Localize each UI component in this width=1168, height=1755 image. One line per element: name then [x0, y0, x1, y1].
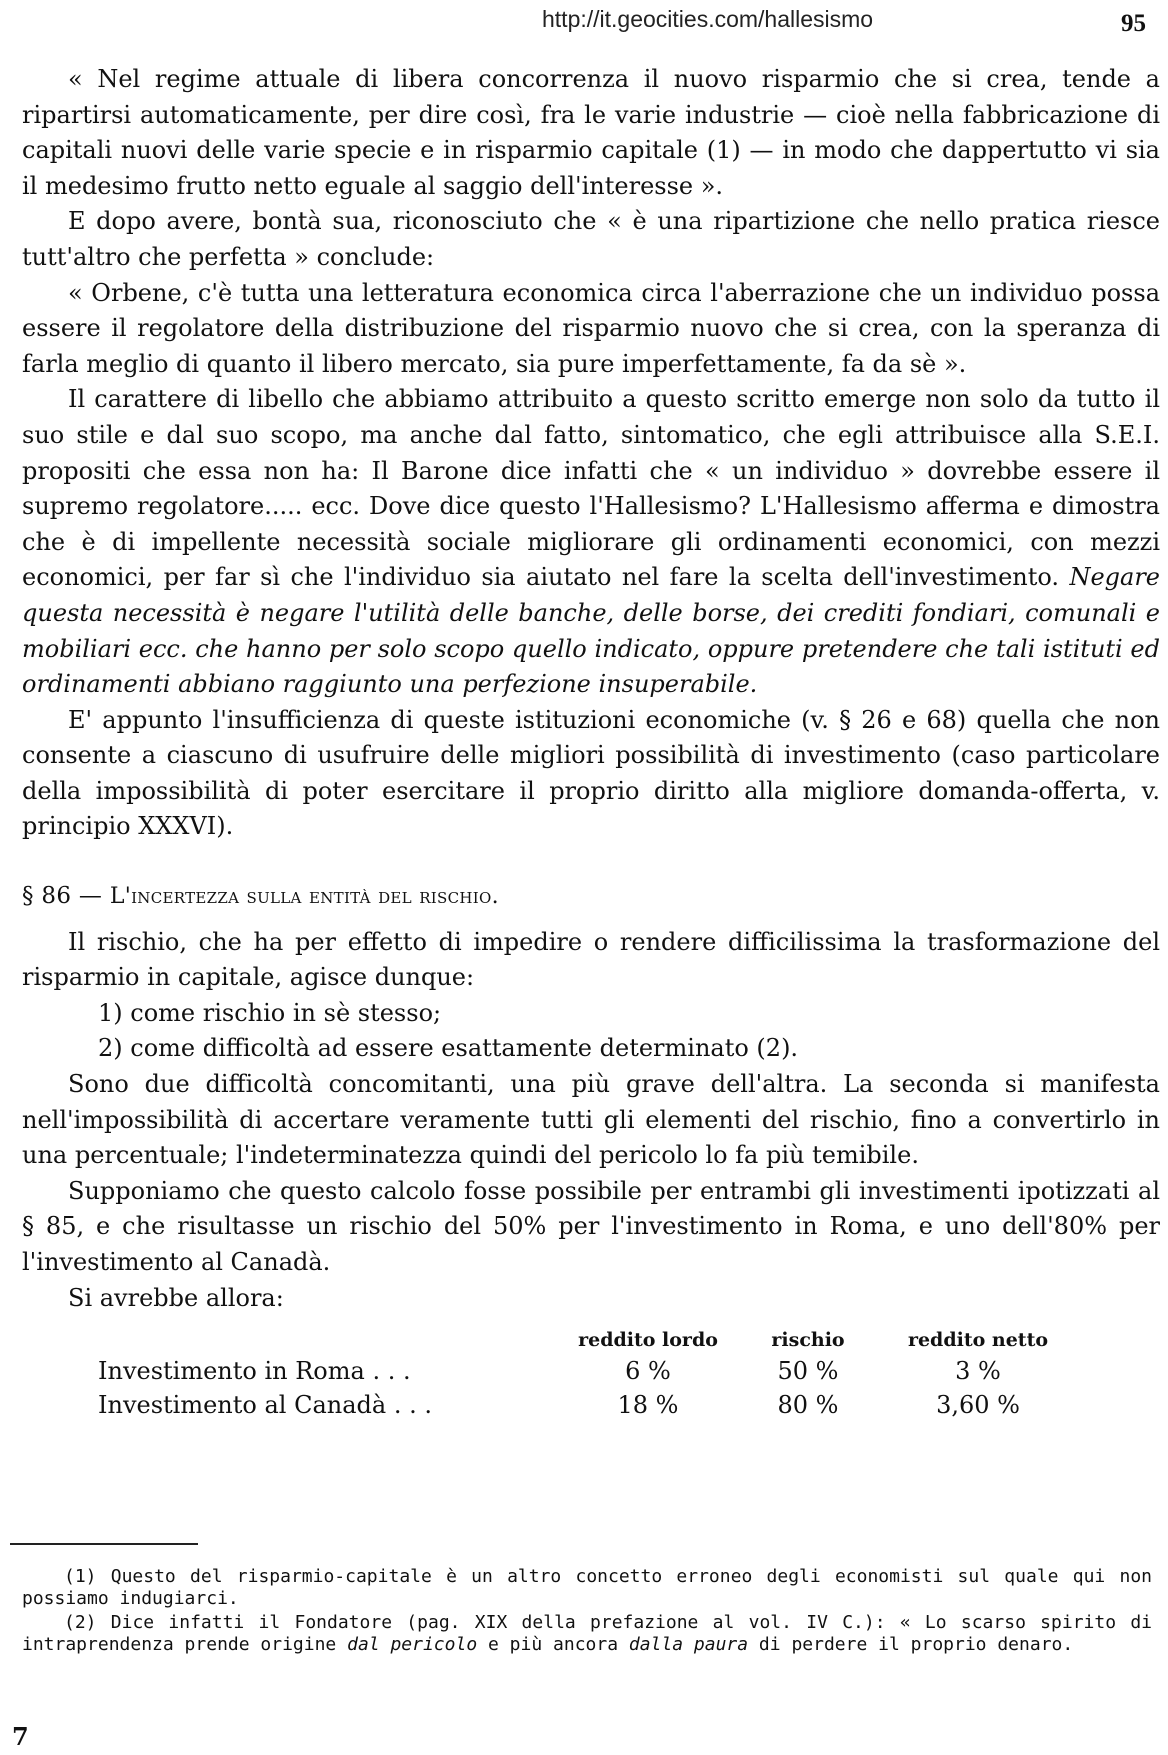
- paragraph-5: E' appunto l'insufficienza di queste istituzioni economiche (v. § 26 e 68) quella che non consente a ciascuno di usufruire delle migliori possibilità di investimento (caso particolare della impossibilità di poter esercitare il proprio diritto alla migliore domanda-offerta, v. principio XXXVI).: [22, 705, 1160, 841]
- table-cell: 50 %: [777, 1357, 839, 1386]
- page-body: [22, 62, 1160, 1422]
- page-number: 95: [1121, 10, 1146, 37]
- numbered-list: [22, 996, 1160, 1067]
- footnote-1: (1) Questo del risparmio-capitale è un altro concetto erroneo degli economisti sul quale qui non possiamo indugiarci.: [22, 1566, 1152, 1609]
- section-heading: [22, 879, 1160, 915]
- paragraph-4: [22, 382, 1160, 702]
- paragraph-6: Il rischio, che ha per effetto di impedire o rendere difficilissima la trasformazione del risparmio in capitale, agisce dunque:: [22, 927, 1160, 992]
- footnote-2-text: e più ancora: [477, 1634, 629, 1655]
- paragraph-9: Si avrebbe allora:: [68, 1283, 284, 1312]
- table-header-cell: reddito lordo: [578, 1329, 718, 1352]
- footnote-2: [22, 1612, 1152, 1656]
- paragraph-4-text: Il carattere di libello che abbiamo attribuito a questo scritto emerge non solo da tutto il suo stile e dal suo scopo, ma anche dal fatto, sintomatico, che egli attribuisce alla S.E.I. propositi che essa non ha: Il Barone dice infatti che « un individuo » dovrebbe essere il supremo regolatore..... ecc. Dove dice questo l'Hallesismo? L'Hallesismo afferma e dimostra che è di impellente necessità sociale migliorare gli ordinamenti economici, con mezzi economici, per far sì che l'individuo sia aiutato nel fare la scelta dell'investimento.: [22, 385, 1160, 592]
- footnote-2-italic: dalla paura: [628, 1634, 749, 1655]
- paragraph-2: E dopo avere, bontà sua, riconosciuto che « è una ripartizione che nello pratica riesce tutt'altro che perfetta » conclude:: [22, 207, 1160, 271]
- signature-mark: 7: [12, 1722, 29, 1751]
- table-cell: 18 %: [617, 1391, 679, 1420]
- table-header-cell: reddito netto: [907, 1329, 1049, 1352]
- footnotes: [22, 1566, 1152, 1658]
- table-cell: Investimento al Canadà . . .: [98, 1391, 432, 1420]
- section-title: L'incertezza sulla entità del rischio.: [109, 884, 499, 910]
- table-row: [98, 1388, 1160, 1422]
- footnote-2-text: (2) Dice infatti il Fondatore (pag. XIX della prefazione al vol. IV C.): « Lo scarso spirito di intraprendenza prende origine: [22, 1612, 1152, 1655]
- table-header-row: [98, 1326, 1160, 1354]
- paragraph-7: Sono due difficoltà concomitanti, una più grave dell'altra. La seconda si manifesta nell'impossibilità di accertare veramente tutti gli elementi del rischio, fino a convertirlo in una percentuale; l'indeterminatezza quindi del pericolo lo fa più temibile.: [22, 1070, 1160, 1170]
- footnote-divider: [10, 1543, 198, 1545]
- table-cell: 6 %: [625, 1357, 671, 1386]
- investment-table: [98, 1326, 1160, 1422]
- paragraph-quote-2: « Orbene, c'è tutta una letteratura economica circa l'aberrazione che un individuo possa essere il regolatore della distribuzione del risparmio nuovo che si crea, con la speranza di farla meglio di quanto il libero mercato, sia pure imperfettamente, fa da sè ».: [22, 278, 1160, 378]
- section-number: § 86 —: [22, 883, 110, 910]
- list-item: 1) come rischio in sè stesso;: [98, 998, 442, 1027]
- footnote-2-italic: dal pericolo: [347, 1634, 478, 1655]
- table-cell: Investimento in Roma . . .: [98, 1357, 411, 1386]
- paragraph-4-italic: Negare questa necessità è negare l'utilità delle banche, delle borse, dei crediti fondiari, comunali e mobiliari ecc. che hanno per solo scopo quello indicato, oppure pretendere che tali istituti ed ordinamenti abbiano raggiunto una perfezione insuperabile.: [22, 563, 1160, 699]
- table-row: [98, 1354, 1160, 1388]
- list-item: 2) come difficoltà ad essere esattamente determinato (2).: [98, 1034, 799, 1063]
- footnote-2-text: di perdere il proprio denaro.: [748, 1634, 1074, 1655]
- source-url: http://it.geocities.com/hallesismo: [542, 6, 874, 32]
- table-header-cell: rischio: [771, 1329, 845, 1352]
- table-cell: 80 %: [777, 1391, 839, 1420]
- table-cell: 3 %: [955, 1357, 1001, 1386]
- table-cell: 3,60 %: [936, 1391, 1020, 1420]
- paragraph-8: Supponiamo che questo calcolo fosse possibile per entrambi gli investimenti ipotizzati al § 85, e che risultasse un rischio del 50% per l'investimento in Roma, e uno dell'80% per l'investimento al Canadà.: [22, 1176, 1160, 1276]
- paragraph-quote-1: « Nel regime attuale di libera concorrenza il nuovo risparmio che si crea, tende a ripartirsi automaticamente, per dire così, fra le varie industrie — cioè nella fabbricazione di capitali nuovi delle varie specie e in risparmio capitale (1) — in modo che dappertutto vi sia il medesimo frutto netto eguale al saggio dell'interesse ».: [22, 65, 1160, 200]
